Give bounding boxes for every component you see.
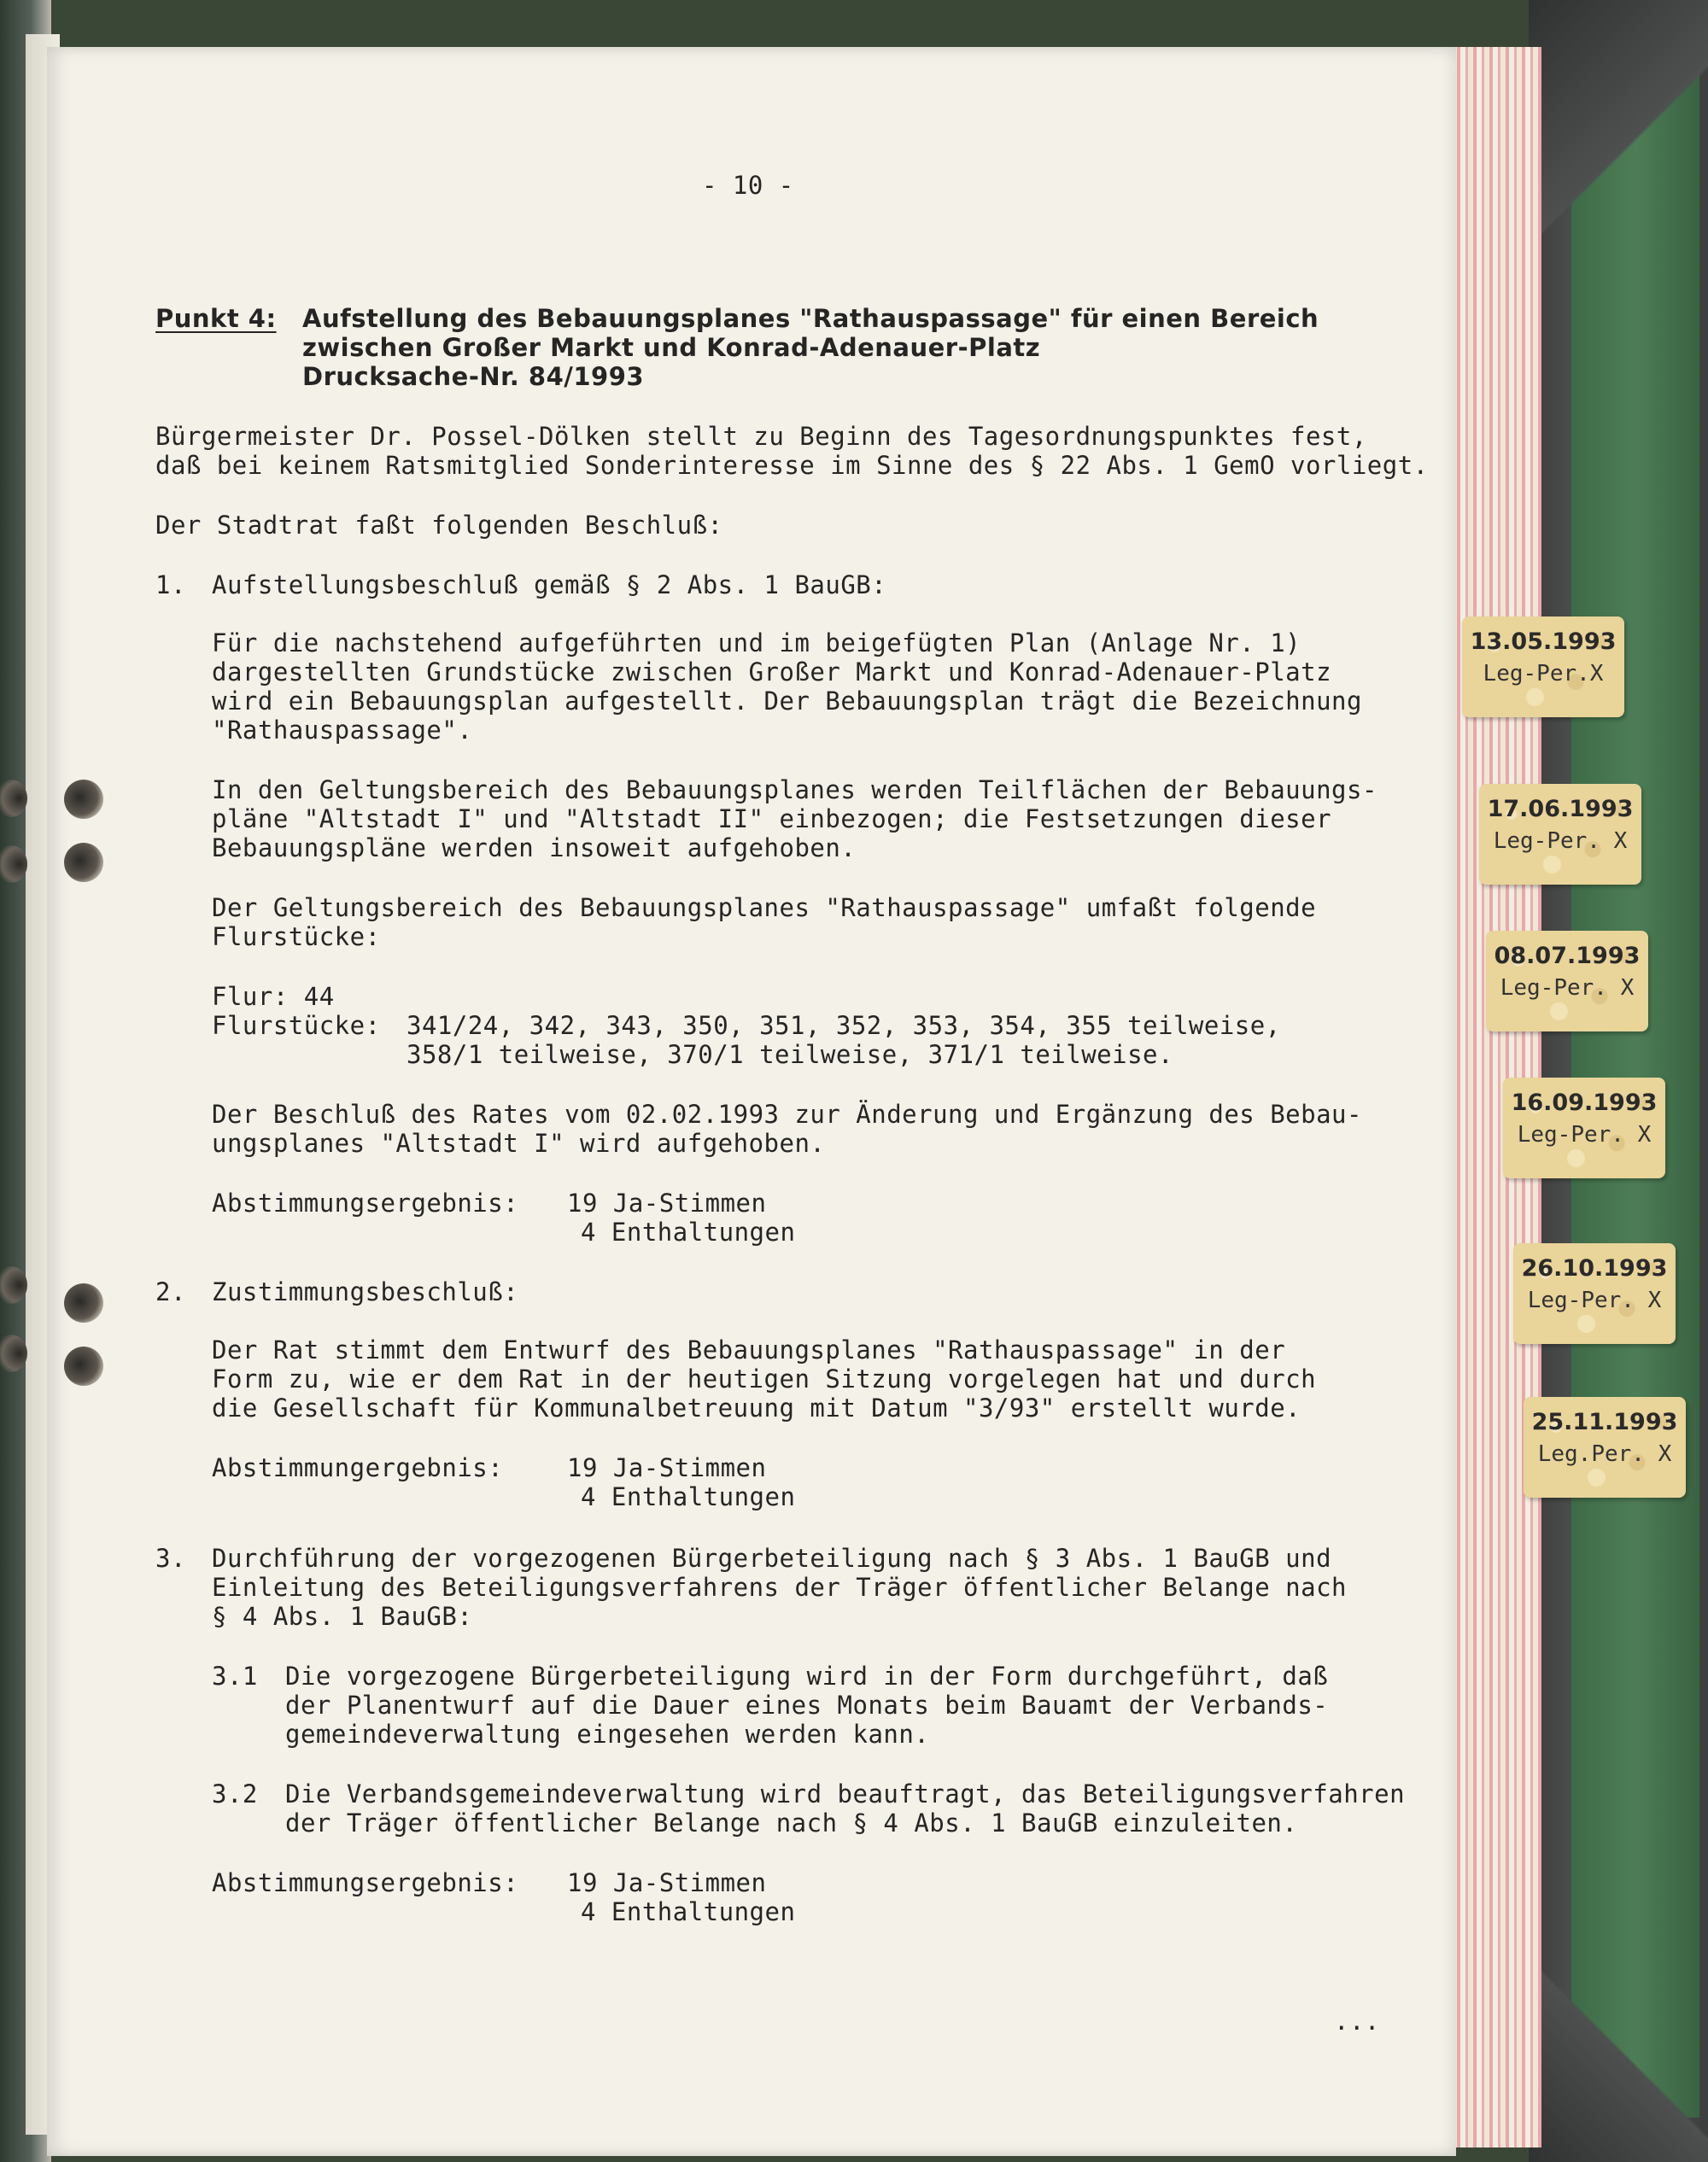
section-title-line: Einleitung des Beteiligungsverfahrens der Träger öffentlicher Belange nach [212, 1573, 1348, 1602]
punch-hole [64, 843, 103, 882]
tab-legislature: Leg-Per.X [1483, 661, 1604, 687]
agenda-item-label: Punkt 4: [155, 304, 277, 333]
tab-date: 13.05.1993 [1470, 628, 1617, 655]
register-tab[interactable] [1524, 1397, 1686, 1498]
paragraph-line: Bebauungspläne werden insoweit aufgehoben. [212, 833, 857, 862]
paragraph-line: Der Geltungsbereich des Bebauungsplanes "Rathauspassage" umfaßt folgende [212, 893, 1317, 922]
tab-legislature: Leg.Per. X [1537, 1441, 1672, 1467]
flurstuecke-label: Flurstücke: [212, 1011, 381, 1040]
subsection-line: gemeindeverwaltung eingesehen werden kann. [285, 1720, 930, 1749]
agenda-item-title-line: zwischen Großer Markt und Konrad-Adenauer-Platz [302, 333, 1041, 362]
section-title-line: Durchführung der vorgezogenen Bürgerbeteiligung nach § 3 Abs. 1 BauGB und [212, 1544, 1332, 1573]
paragraph-line: die Gesellschaft für Kommunalbetreuung mit Datum "3/93" erstellt wurde. [212, 1394, 1301, 1423]
paragraph-line: Der Beschluß des Rates vom 02.02.1993 zur Änderung und Ergänzung des Bebau- [212, 1100, 1362, 1129]
register-tab[interactable] [1479, 784, 1641, 885]
flurstuecke-line: 358/1 teilweise, 370/1 teilweise, 371/1 teilweise. [407, 1040, 1173, 1069]
tab-legislature: Leg-Per. X [1493, 828, 1628, 854]
tab-legislature: Leg-Per. X [1517, 1122, 1652, 1148]
register-tab[interactable] [1462, 616, 1624, 717]
vote-yes: 19 Ja-Stimmen [567, 1868, 767, 1897]
intro-line: daß bei keinem Ratsmitglied Sonderinteresse im Sinne des § 22 Abs. 1 GemO vorliegt. [155, 451, 1429, 480]
section-number: 2. [155, 1277, 186, 1306]
binder-corner-bottom [1529, 1938, 1708, 2162]
section-number: 1. [155, 570, 186, 599]
paragraph-line: dargestellten Grundstücke zwischen Großer Markt und Konrad-Adenauer-Platz [212, 657, 1332, 687]
paragraph-line: In den Geltungsbereich des Bebauungsplanes werden Teilflächen der Bebauungs- [212, 775, 1378, 804]
section-number: 3. [155, 1544, 186, 1573]
section-title: Aufstellungsbeschluß gemäß § 2 Abs. 1 BauGB: [212, 570, 887, 599]
vote-label: Abstimmungsergebnis: [212, 1868, 519, 1897]
paragraph-line: pläne "Altstadt I" und "Altstadt II" einbezogen; die Festsetzungen dieser [212, 804, 1332, 833]
register-tab[interactable] [1503, 1078, 1665, 1178]
paragraph-line: Flurstücke: [212, 922, 381, 951]
section-title: Zustimmungsbeschluß: [212, 1277, 519, 1306]
section-title-line: § 4 Abs. 1 BauGB: [212, 1602, 473, 1631]
tab-date: 17.06.1993 [1487, 796, 1634, 822]
paragraph-line: ungsplanes "Altstadt I" wird aufgehoben. [212, 1129, 826, 1158]
decision-intro: Der Stadtrat faßt folgenden Beschluß: [155, 511, 723, 540]
vote-abstain: 4 Enthaltungen [581, 1482, 796, 1511]
binder-corner-top [1529, 0, 1708, 265]
punch-hole [64, 780, 103, 819]
register-tab[interactable] [1513, 1243, 1676, 1344]
vote-label: Abstimmungergebnis: [212, 1453, 504, 1482]
register-tab[interactable] [1486, 931, 1648, 1031]
subsection-line: Die vorgezogene Bürgerbeteiligung wird in der Form durchgeführt, daß [285, 1662, 1329, 1691]
punch-hole [64, 1283, 103, 1323]
subsection-number: 3.1 [212, 1662, 258, 1691]
paragraph-line: Form zu, wie er dem Rat in der heutigen Sitzung vorgelegen hat und durch [212, 1364, 1317, 1394]
tab-date: 08.07.1993 [1494, 943, 1641, 969]
subsection-line: der Planentwurf auf die Dauer eines Monats beim Bauamt der Verbands- [285, 1691, 1329, 1720]
agenda-item-title-line: Aufstellung des Bebauungsplanes "Rathauspassage" für einen Bereich [302, 304, 1319, 333]
paragraph-line: Der Rat stimmt dem Entwurf des Bebauungsplanes "Rathauspassage" in der [212, 1335, 1286, 1364]
paragraph-line: "Rathauspassage". [212, 716, 473, 745]
tab-legislature: Leg-Per. X [1527, 1288, 1662, 1313]
vote-yes: 19 Ja-Stimmen [567, 1189, 767, 1218]
subsection-line: Die Verbandsgemeindeverwaltung wird beauftragt, das Beteiligungsverfahren [285, 1779, 1406, 1808]
tab-date: 16.09.1993 [1511, 1090, 1658, 1116]
agenda-item-title-line: Drucksache-Nr. 84/1993 [302, 362, 645, 391]
vote-abstain: 4 Enthaltungen [581, 1218, 796, 1247]
intro-line: Bürgermeister Dr. Possel-Dölken stellt zu Beginn des Tagesordnungspunktes fest, [155, 422, 1367, 451]
tab-legislature: Leg-Per. X [1500, 975, 1635, 1001]
subsection-line: der Träger öffentlicher Belange nach § 4 Abs. 1 BauGB einzuleiten. [285, 1808, 1298, 1838]
vote-label: Abstimmungsergebnis: [212, 1189, 519, 1218]
vote-yes: 19 Ja-Stimmen [567, 1453, 767, 1482]
tab-date: 26.10.1993 [1521, 1255, 1668, 1282]
paragraph-line: Für die nachstehend aufgeführten und im beigefügten Plan (Anlage Nr. 1) [212, 628, 1301, 657]
binder-green-cover [1571, 34, 1699, 2118]
subsection-number: 3.2 [212, 1779, 258, 1808]
flur-line: Flur: 44 [212, 982, 335, 1011]
punch-hole [64, 1347, 103, 1386]
continuation-mark: ... [1334, 2007, 1380, 2036]
page-number: - 10 - [702, 171, 794, 200]
tab-date: 25.11.1993 [1531, 1409, 1678, 1435]
vote-abstain: 4 Enthaltungen [581, 1897, 796, 1926]
paragraph-line: wird ein Bebauungsplan aufgestellt. Der Bebauungsplan trägt die Bezeichnung [212, 687, 1362, 716]
flurstuecke-line: 341/24, 342, 343, 350, 351, 352, 353, 354, 355 teilweise, [407, 1011, 1281, 1040]
